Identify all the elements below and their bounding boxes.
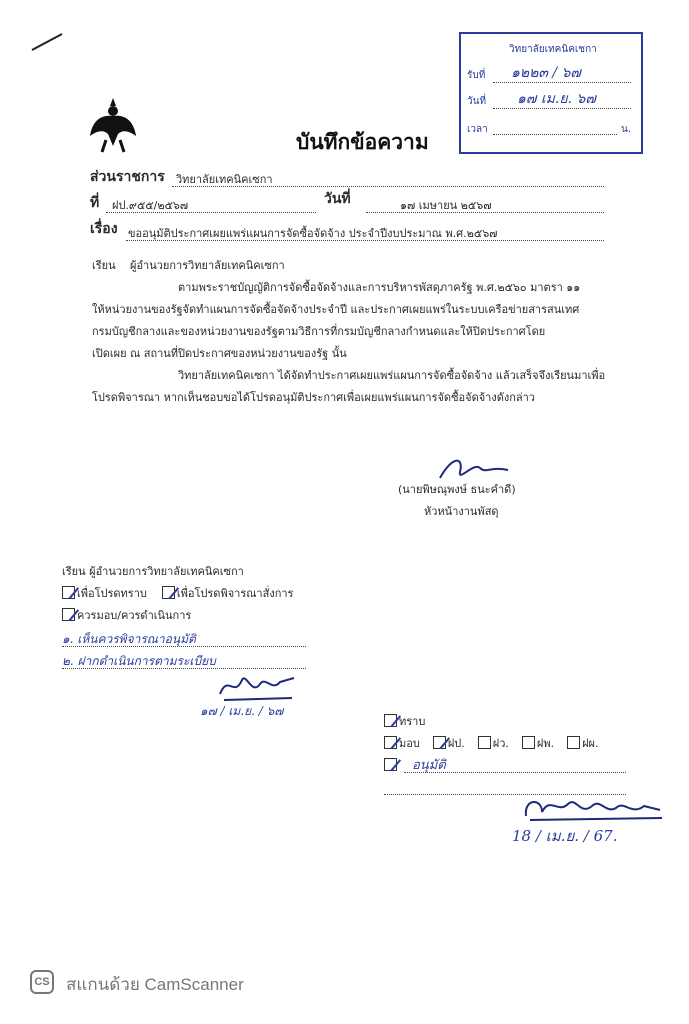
date-value: ๑๗ เมษายน ๒๕๖๗ — [400, 199, 492, 212]
memo-title: บันทึกข้อความ — [296, 130, 429, 154]
checkbox-assign[interactable] — [62, 608, 75, 621]
opt-consider-label: เพื่อโปรดพิจารณาสั่งการ — [176, 587, 294, 600]
left-endorse-salutation: เรียน ผู้อำนวยการวิทยาลัยเทคนิคเซกา — [62, 565, 244, 578]
body-para2-line2: โปรดพิจารณา หากเห็นชอบขอได้โปรดอนุมัติประกาศเพื่อเผยแพร่แผนการจัดซื้อจัดจ้างดังกล่าว — [92, 391, 535, 404]
checkbox-acknowledge[interactable] — [62, 586, 75, 599]
checkbox-ack[interactable] — [384, 714, 397, 727]
ref-value: ฝป.๙๕๕/๒๕๖๗ — [112, 199, 189, 212]
stamp-time-suffix: น. — [621, 124, 632, 135]
right-other-text: อนุมัติ — [412, 758, 446, 773]
stamp-time-line — [493, 134, 617, 135]
deputy-signature — [520, 786, 670, 826]
stamp-org: วิทยาลัยเทคนิคเชกา — [509, 44, 597, 55]
checkbox-dept3[interactable] — [522, 736, 535, 749]
subject-value: ขออนุมัติประกาศเผยแพร่แผนการจัดซื้อจัดจ้าง ประจำปีงบประมาณ พ.ศ.๒๕๖๗ — [128, 227, 498, 240]
stamp-received-label: รับที่ — [467, 70, 486, 81]
body-para1-line4: เปิดเผย ณ สถานที่ปิดประกาศของหน่วยงานของรัฐ นั้น — [92, 347, 347, 360]
dept3-label: ฝพ. — [536, 737, 555, 750]
left-option-row-2 — [62, 608, 191, 623]
dept1-label: ฝป. — [447, 737, 465, 750]
left-note-1: ๑. เห็นควรพิจารณาอนุมัติ — [62, 632, 196, 646]
stamp-date-label: วันที่ — [467, 96, 487, 107]
right-other-row — [384, 758, 399, 773]
garuda-emblem-icon — [88, 96, 138, 154]
camscanner-logo — [30, 970, 54, 994]
director-signature — [214, 670, 300, 704]
ref-label: ที่ — [90, 195, 100, 211]
officer-signature — [434, 452, 514, 486]
stamp-date-value: ๑๗ เม.ย. ๖๗ — [517, 91, 596, 107]
checkbox-assign-to[interactable] — [384, 736, 397, 749]
right-endorse-date: 18 / เม.ย. / 67. — [512, 827, 618, 845]
salutation-label: เรียน — [92, 259, 116, 272]
date-label: วันที่ — [324, 191, 351, 207]
right-ack-row — [384, 714, 425, 729]
body-para1-line1: ตามพระราชบัญญัติการจัดซื้อจัดจ้างและการบริหารพัสดุภาครัฐ พ.ศ.๒๕๖๐ มาตรา ๑๑ — [178, 281, 581, 294]
checkbox-dept2[interactable] — [478, 736, 491, 749]
opt-acknowledge-label: เพื่อโปรดทราบ — [77, 587, 147, 600]
subject-label: เรื่อง — [90, 221, 118, 237]
dept4-label: ฝผ. — [582, 737, 599, 750]
camscanner-logo-text: CS — [34, 976, 50, 988]
body-para1-line2: ให้หน่วยงานของรัฐจัดทำแผนการจัดซื้อจัดจ้างประจำปี และประกาศเผยแพร่ในระบบเครือข่ายสารสนเทศ — [92, 303, 580, 316]
stamp-time-label: เวลา — [467, 124, 488, 135]
pen-stroke-mark — [30, 32, 64, 52]
stamp-received-value: ๑๒๒๓ / ๖๗ — [511, 65, 581, 81]
section-label: ส่วนราชการ — [90, 169, 165, 185]
opt-assign-to-label: มอบ — [399, 737, 420, 750]
opt-ack-label: ทราบ — [399, 715, 426, 728]
section-value: วิทยาลัยเทคนิคเซกา — [176, 173, 273, 186]
left-endorse-date: ๑๗ / เม.ย. / ๖๗ — [200, 704, 284, 718]
left-option-row — [62, 586, 293, 601]
signer-name: (นายพิษณุพงษ์ ธนะคำดี) — [398, 483, 516, 496]
receiving-stamp — [459, 32, 643, 154]
right-assign-row — [384, 736, 599, 751]
body-para1-line3: กรมบัญชีกลางและของหน่วยงานของรัฐตามวิธีการที่กรมบัญชีกลางกำหนดและให้ปิดประกาศโดย — [92, 325, 546, 338]
camscanner-brand: สแกนด้วย CamScanner — [66, 975, 244, 994]
checkbox-dept1[interactable] — [433, 736, 446, 749]
opt-assign-label: ควรมอบ/ควรดำเนินการ — [77, 609, 192, 622]
checkbox-consider[interactable] — [162, 586, 175, 599]
body-para2-line1: วิทยาลัยเทคนิคเซกา ได้จัดทำประกาศเผยแพร่แผนการจัดซื้อจัดจ้าง แล้วเสร็จจึงเรียนมาเพื่อ — [178, 369, 606, 382]
salutation-value: ผู้อำนวยการวิทยาลัยเทคนิคเซกา — [130, 259, 285, 272]
signer-position: หัวหน้างานพัสดุ — [424, 505, 499, 518]
checkbox-other[interactable] — [384, 758, 397, 771]
dept2-label: ฝว. — [492, 737, 509, 750]
checkbox-dept4[interactable] — [567, 736, 580, 749]
left-note-2: ๒. ฝากดำเนินการตามระเบียบ — [62, 654, 216, 668]
